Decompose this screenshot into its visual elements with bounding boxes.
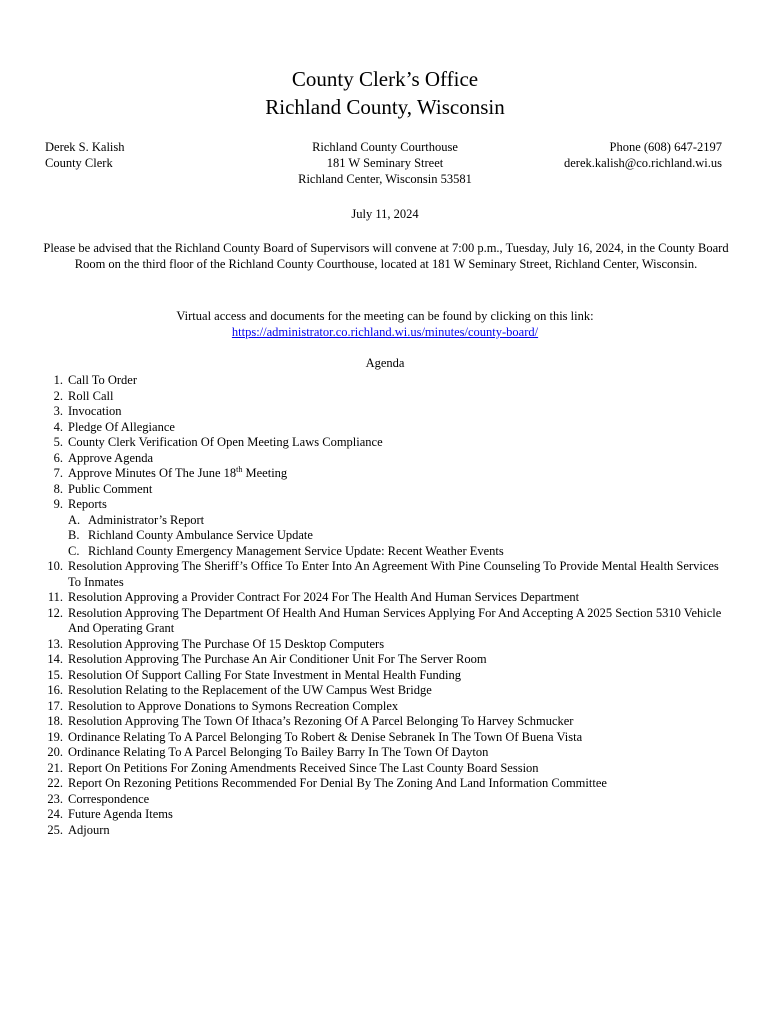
agenda-item-text: Ordinance Relating To A Parcel Belonging To Robert & Denise Sebranek In The Town Of Buena Vista [68,729,583,744]
agenda-item [30,559,730,590]
agenda-item-text: Resolution Approving The Purchase An Air Conditioner Unit For The Server Room [68,652,487,666]
agenda-item [30,404,730,420]
report-subitem [30,528,730,544]
agenda-item-number: 12. [47,605,63,620]
agenda-item-number: 5. [53,435,63,449]
agenda-item-text: Report On Petitions For Zoning Amendments Received Since The Last County Board Session [68,760,539,775]
agenda-item-number: 1. [53,373,63,387]
meeting-notice: Please be advised that the Richland County Board of Supervisors will convene at 7:00 p.m., Tuesday, July 16, 2024, in the County Board Room on the third floor of the Richland County Courthouse, located at 181 W Seminary Street, Richland Center, Wisconsin. [43,241,729,271]
agenda-item [30,761,730,777]
address-block [200,139,570,187]
agenda-item [30,745,730,761]
agenda-item-number: 23. [47,791,63,806]
agenda-item [30,652,730,668]
agenda-item-text: Public Comment [68,481,153,496]
agenda-item-number: 2. [53,388,63,403]
agenda-item [30,482,730,498]
agenda-item-text: Resolution Approving The Town Of Ithaca’s Rezoning Of A Parcel Belonging To Harvey Schmucker [68,714,574,728]
agenda-item-number: 20. [47,745,63,759]
agenda-item-text: Future Agenda Items [68,807,173,821]
agenda-item [30,730,730,746]
report-subitem-letter: B. [68,528,80,542]
agenda-item [30,373,730,389]
agenda-item-text: Reports [68,497,107,511]
agenda-item-number: 8. [53,481,63,496]
agenda-item-number: 13. [47,636,63,651]
agenda-item-text-part: Approve Minutes Of The June 18 [68,466,237,480]
agenda-item-text: Resolution Of Support Calling For State Investment in Mental Health Funding [68,667,462,682]
agenda-item-number: 9. [53,497,63,511]
agenda-item-text: Roll Call [68,388,114,403]
agenda-item-text: Call To Order [68,373,138,387]
agenda-item [30,776,730,792]
agenda-item-text: Adjourn [68,822,110,837]
agenda-item-number: 11. [47,590,63,604]
agenda-item-text: County Clerk Verification Of Open Meeting Laws Compliance [68,435,383,449]
agenda-item-number: 3. [53,404,63,418]
agenda-item-number: 15. [47,667,63,682]
agenda-item-number: 22. [47,776,63,790]
virtual-access [0,308,770,340]
agenda-item-number: 25. [47,822,63,837]
agenda-item-text: Resolution to Approve Donations to Symons Recreation Complex [68,698,399,713]
agenda-item-number: 16. [47,683,63,697]
agenda-item [30,590,730,606]
email-address: derek.kalish@co.richland.wi.us [564,156,722,170]
agenda-item-text: Approve Agenda [68,450,154,465]
office-title: County Clerk’s Office [291,67,479,91]
clerk-name: Derek S. Kalish [45,140,125,154]
agenda-item-text: Invocation [68,404,122,418]
report-subitem-text: Richland County Ambulance Service Update [88,528,313,542]
agenda-item-text: Correspondence [68,791,150,806]
virtual-access-text: Virtual access and documents for the meeting can be found by clicking on this link: [176,309,594,323]
agenda-item [30,637,730,653]
phone-number: Phone (608) 647-2197 [609,140,722,154]
agenda-item-number: 4. [53,419,63,434]
agenda-item [30,699,730,715]
meeting-documents-link[interactable]: https://administrator.co.richland.wi.us/minutes/county-board/ [231,325,539,339]
county-title: Richland County, Wisconsin [265,95,505,119]
agenda-item-number: 21. [47,760,63,775]
agenda-item-text: Resolution Approving The Purchase Of 15 Desktop Computers [68,636,385,651]
agenda-item [30,606,730,637]
agenda-item [30,435,730,451]
agenda-item-number: 19. [47,729,63,744]
agenda-item [30,823,730,839]
clerk-block [45,139,125,171]
agenda-item-text: Resolution Relating to the Replacement of the UW Campus West Bridge [68,683,432,697]
report-subitem-letter: A. [68,512,81,527]
contact-block [564,139,722,171]
agenda-item-text [68,466,730,482]
agenda-item [30,466,730,482]
address-line-3: Richland Center, Wisconsin 53581 [298,172,472,186]
agenda-item [30,497,730,513]
agenda-item-number: 14. [47,652,63,666]
agenda-item [30,792,730,808]
ordinal-suffix: th [236,464,243,474]
agenda-item [30,807,730,823]
notice-date: July 11, 2024 [351,207,419,221]
report-subitem [30,544,730,560]
agenda-item-number: 10. [47,559,63,573]
agenda-item [30,683,730,699]
agenda-item-text: Pledge Of Allegiance [68,419,175,434]
report-subitem-text: Administrator’s Report [88,512,205,527]
clerk-role: County Clerk [45,156,113,170]
address-line-1: Richland County Courthouse [312,140,458,154]
agenda-item-number: 7. [53,466,63,480]
agenda-item [30,451,730,467]
agenda-item-text: Resolution Approving a Provider Contract For 2024 For The Health And Human Services Department [68,590,580,604]
agenda-item [30,420,730,436]
agenda-item-text: Resolution Approving The Department Of Health And Human Services Applying For And Accepting A 2025 Section 5310 Vehicle And Operating Grant [68,605,722,635]
agenda-item-text: Resolution Approving The Sheriff’s Office To Enter Into An Agreement With Pine Counseling To Provide Mental Health Services To Inmates [68,559,719,589]
agenda-item [30,389,730,405]
agenda-item-text-part: Meeting [242,466,288,480]
report-subitem-letter: C. [68,543,80,558]
agenda-list [30,373,730,838]
agenda-item-text: Ordinance Relating To A Parcel Belonging To Bailey Barry In The Town Of Dayton [68,745,489,759]
agenda-item [30,668,730,684]
agenda-heading: Agenda [365,356,405,370]
agenda-item [30,714,730,730]
agenda-item-number: 17. [47,698,63,713]
agenda-item-number: 18. [47,714,63,728]
report-subitem [30,513,730,529]
address-line-2: 181 W Seminary Street [326,156,444,170]
agenda-item-text: Report On Rezoning Petitions Recommended For Denial By The Zoning And Land Information Committee [68,776,607,790]
report-subitem-text: Richland County Emergency Management Service Update: Recent Weather Events [88,543,504,558]
agenda-item-number: 24. [47,807,63,821]
agenda-item-number: 6. [53,450,63,465]
